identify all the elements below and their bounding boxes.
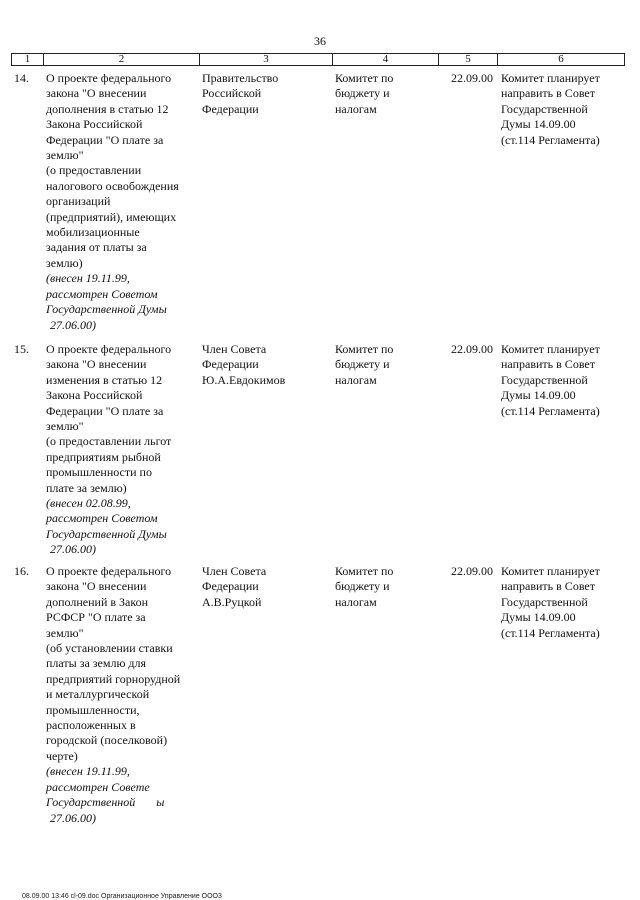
initiator-line: Правительство	[202, 71, 279, 85]
plan-line: направить в Совет	[501, 86, 595, 101]
bill-title-line: (о предоставлении льгот	[46, 434, 172, 449]
bill-title-line: Федерации "О плате за	[46, 132, 164, 147]
committee-line: налогам	[335, 594, 377, 609]
bill-note-line: Государственной Думы	[46, 302, 167, 317]
committee-line: Комитет по	[335, 71, 394, 85]
plan	[501, 71, 623, 148]
plan-line: Государственной	[501, 101, 588, 116]
committee	[335, 342, 435, 388]
bill-title-line: изменения в статью 12	[46, 372, 163, 387]
bill-title-line: землю"	[46, 419, 84, 434]
plan-line: Думы 14.09.00	[501, 610, 576, 625]
plan-line: направить в Совет	[501, 579, 595, 594]
initiator-line: Член Совета	[202, 342, 267, 356]
bill-title-line: расположенных в	[46, 718, 136, 733]
initiator	[202, 71, 330, 117]
bill-title	[46, 71, 198, 333]
bill-title-line: предприятий горнорудной	[46, 671, 181, 686]
bill-note-line: (внесен 19.11.99,	[46, 764, 130, 779]
bill-title	[46, 342, 198, 558]
bill-title-line: платы за землю для	[46, 656, 147, 671]
plan-line: Думы 14.09.00	[501, 117, 576, 132]
plan-line: (ст.114 Регламента)	[501, 132, 600, 147]
plan-line: Комитет планирует	[501, 342, 600, 356]
initiator-line: Российской	[202, 86, 262, 101]
date: 22.09.00	[451, 71, 493, 85]
bill-title-line: предприятиям рыбной	[46, 449, 161, 464]
plan-line: Комитет планирует	[501, 71, 600, 85]
bill-title-line: дополнения в статью 12	[46, 101, 169, 116]
bill-title-line: Закона Российской	[46, 388, 143, 403]
bill-title-line: (о предоставлении	[46, 163, 142, 178]
bill-title-line: (предприятий), имеющих	[46, 209, 177, 224]
initiator	[202, 564, 330, 610]
document-footer: 08.09.00 13:46 cl-09.doc Организационное Управление ООО3	[22, 893, 222, 900]
column-number-6: 6	[558, 53, 564, 65]
bill-title-line: городской (поселковой)	[46, 733, 168, 748]
bill-title-line: закона "О внесении	[46, 357, 147, 372]
bill-note-line: рассмотрен Советом	[46, 286, 158, 301]
bill-note-line: Государственной ы	[46, 795, 165, 810]
bill-title-line: закона "О внесении	[46, 86, 147, 101]
column-number-2: 2	[44, 54, 200, 65]
column-number-header	[11, 53, 625, 66]
column-number-5: 5	[439, 54, 498, 65]
bill-title-line: черте)	[46, 748, 78, 763]
bill-title-line: О проекте федерального	[46, 564, 172, 578]
bill-note-line: (внесен 19.11.99,	[46, 271, 130, 286]
bill-note-line: рассмотрен Совете	[46, 779, 150, 794]
committee-line: Комитет по	[335, 342, 394, 356]
committee-line: бюджету и	[335, 579, 390, 594]
column-number-4: 4	[333, 54, 439, 65]
bill-title-line: землю)	[46, 255, 83, 270]
initiator-line: Ю.А.Евдокимов	[202, 372, 286, 387]
bill-note-line: 27.06.00)	[50, 810, 96, 825]
bill-title-line: (об установлении ставки	[46, 641, 173, 656]
bill-title-line: землю"	[46, 148, 84, 163]
initiator	[202, 342, 330, 388]
committee-line: налогам	[335, 101, 377, 116]
bill-title-line: О проекте федерального	[46, 342, 172, 356]
bill-title-line: задания от платы за	[46, 240, 147, 255]
bill-title-line: промышленности по	[46, 465, 152, 480]
bill-title-line: О проекте федерального	[46, 71, 172, 85]
bill-note-line: 27.06.00)	[50, 542, 96, 557]
bill-title-line: плате за землю)	[46, 480, 127, 495]
initiator-line: Федерации	[202, 357, 259, 372]
bill-title-line: закона "О внесении	[46, 579, 147, 594]
bill-title-line: и металлургической	[46, 687, 150, 702]
bill-title-line: налогового освобождения	[46, 178, 179, 193]
bill-note-line: рассмотрен Советом	[46, 511, 158, 526]
initiator-line: А.В.Руцкой	[202, 594, 262, 609]
bill-title-line: организаций	[46, 194, 111, 209]
row-number: 16.	[14, 564, 29, 578]
date: 22.09.00	[451, 564, 493, 578]
plan-line: Государственной	[501, 372, 588, 387]
bill-note-line: Государственной Думы	[46, 526, 167, 541]
initiator-line: Федерации	[202, 579, 259, 594]
date: 22.09.00	[451, 342, 493, 356]
bill-title-line: РСФСР "О плате за	[46, 610, 146, 625]
bill-note-line: (внесен 02.08.99,	[46, 496, 131, 511]
initiator-line: Федерации	[202, 101, 259, 116]
plan	[501, 342, 623, 419]
plan-line: направить в Совет	[501, 357, 595, 372]
bill-title-line: дополнений в Закон	[46, 594, 149, 609]
bill-title-line: землю"	[46, 625, 84, 640]
column-number-3: 3	[200, 54, 333, 65]
page-number: 36	[314, 34, 326, 48]
committee-line: налогам	[335, 372, 377, 387]
committee	[335, 71, 435, 117]
bill-title-line: промышленности,	[46, 702, 140, 717]
committee	[335, 564, 435, 610]
bill-title-line: Закона Российской	[46, 117, 143, 132]
bill-title	[46, 564, 198, 826]
row-number: 15.	[14, 342, 29, 356]
plan-line: Думы 14.09.00	[501, 388, 576, 403]
initiator-line: Член Совета	[202, 564, 267, 578]
bill-note-line: 27.06.00)	[50, 317, 96, 332]
plan-line: (ст.114 Регламента)	[501, 625, 600, 640]
column-number-1: 1	[12, 54, 44, 65]
plan-line: Комитет планирует	[501, 564, 600, 578]
committee-line: бюджету и	[335, 357, 390, 372]
committee-line: Комитет по	[335, 564, 394, 578]
bill-title-line: мобилизационные	[46, 225, 140, 240]
plan-line: Государственной	[501, 594, 588, 609]
bill-title-line: Федерации "О плате за	[46, 403, 164, 418]
plan-line: (ст.114 Регламента)	[501, 403, 600, 418]
row-number: 14.	[14, 71, 29, 85]
plan	[501, 564, 623, 641]
committee-line: бюджету и	[335, 86, 390, 101]
